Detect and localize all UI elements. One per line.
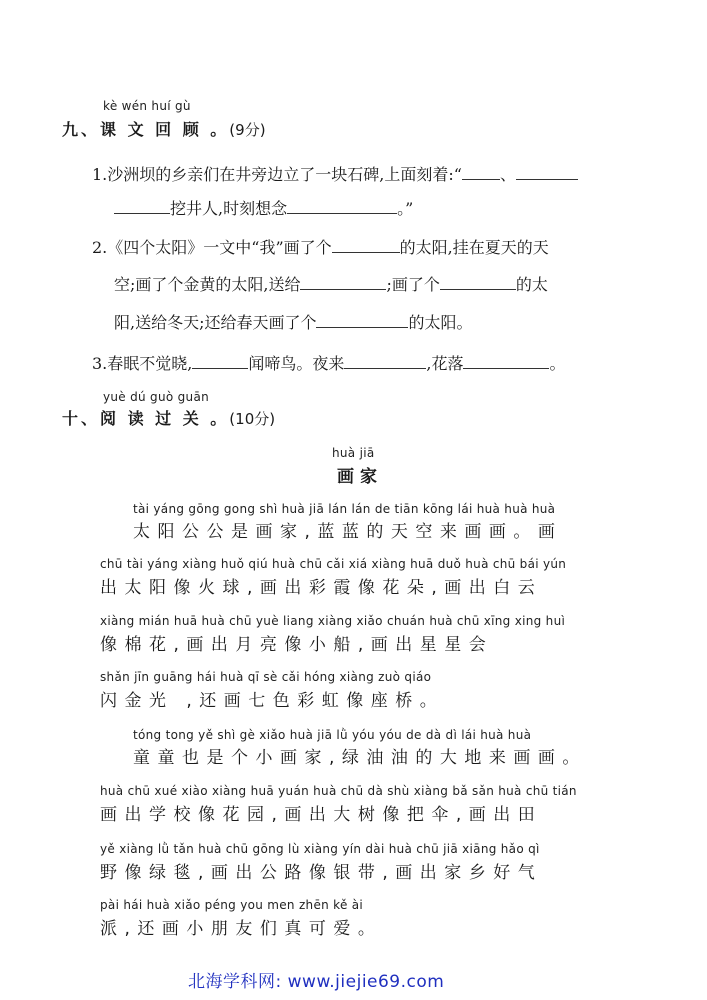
passage-title-pinyin: huà jiā <box>332 446 375 460</box>
footer-website[interactable]: 北海学科网: www.jiejie69.com <box>188 972 445 992</box>
q2-line2 <box>114 272 548 295</box>
q2-blank-4[interactable] <box>316 313 408 328</box>
q1-blank-3[interactable] <box>114 199 170 214</box>
passage-title: 画家 <box>337 467 383 487</box>
q2-blank-3[interactable] <box>440 275 516 290</box>
section10-heading <box>62 406 275 429</box>
passage-line-1: 太阳公公是画家,蓝蓝的天空来画画。画 <box>133 522 563 542</box>
passage-pinyin-2: chū tài yáng xiàng huǒ qiú huà chū cǎi xiá xiàng huā duǒ huà chū bái yún <box>100 557 567 571</box>
section10-score: (10分) <box>229 410 276 428</box>
section9-score: (9分) <box>229 121 266 139</box>
q3-text-1: 3.春眠不觉晓, <box>92 354 193 373</box>
q3-blank-2[interactable] <box>344 354 426 369</box>
passage-pinyin-7: yě xiàng lǜ tǎn huà chū gōng lù xiàng yín dài huà chū jiā xiāng hǎo qì <box>100 842 540 856</box>
passage-line-7: 野像绿毯,画出公路像银带,画出家乡好气 <box>100 863 543 883</box>
passage-pinyin-3: xiàng mián huā huà chū yuè liang xiàng xiǎo chuán huà chū xīng xing huì <box>100 614 566 628</box>
q1-line2 <box>114 196 413 219</box>
q1-blank-4[interactable] <box>287 199 397 214</box>
q2-blank-2[interactable] <box>300 275 386 290</box>
q2-line1 <box>92 235 549 258</box>
section10-heading-text: 十、阅 读 过 关 。 <box>62 409 230 428</box>
q3-blank-3[interactable] <box>463 354 549 369</box>
q2-text-3b: 的太阳。 <box>408 313 473 332</box>
passage-line-3: 像棉花,画出月亮像小船,画出星星会 <box>100 635 494 655</box>
passage-line-2: 出太阳像火球,画出彩霞像花朵,画出白云 <box>100 578 543 598</box>
q3-blank-1[interactable] <box>192 354 248 369</box>
q1-mark: 、 <box>499 165 516 184</box>
q2-blank-1[interactable] <box>332 238 400 253</box>
q2-text-2b: ;画了个 <box>386 275 440 294</box>
q1-text-3: 。” <box>397 199 414 218</box>
passage-line-6: 画出学校像花园,画出大树像把伞,画出田 <box>100 805 543 825</box>
q2-text-3a: 阳,送给冬天;还给春天画了个 <box>114 313 317 332</box>
q2-text-1a: 2.《四个太阳》一文中“我”画了个 <box>92 238 332 257</box>
q3-text-3: ,花落 <box>426 354 464 373</box>
passage-pinyin-1: tài yáng gōng gong shì huà jiā lán lán de tiān kōng lái huà huà huà <box>133 502 556 516</box>
passage-line-5: 童童也是个小画家,绿油油的大地来画画。 <box>133 748 587 768</box>
q2-text-2c: 的太 <box>515 275 548 294</box>
q1-blank-1[interactable] <box>462 165 500 180</box>
section9-heading <box>62 117 266 140</box>
q3-text-4: 。 <box>549 354 566 373</box>
passage-pinyin-6: huà chū xué xiào xiàng huā yuán huà chū dà shù xiàng bǎ sǎn huà chū tián <box>100 784 577 798</box>
q1-text-1: 1.沙洲坝的乡亲们在井旁边立了一块石碑,上面刻着:“ <box>92 165 462 184</box>
q2-line3 <box>114 310 473 333</box>
passage-pinyin-4: shǎn jīn guāng hái huà qī sè cǎi hóng xiàng zuò qiáo <box>100 670 432 684</box>
passage-line-4: 闪金光 ,还画七色彩虹像座桥。 <box>100 691 445 711</box>
section10-pinyin: yuè dú guò guān <box>103 390 210 404</box>
q2-text-1b: 的太阳,挂在夏天的天 <box>399 238 549 257</box>
q3-line <box>92 351 565 374</box>
passage-line-8: 派,还画小朋友们真可爱。 <box>100 919 383 939</box>
q3-text-2: 闻啼鸟。夜来 <box>248 354 345 373</box>
q1-blank-2[interactable] <box>516 165 578 180</box>
q1-text-2: 挖井人,时刻想念 <box>170 199 288 218</box>
q1-line1 <box>92 162 578 185</box>
section9-pinyin: kè wén huí gù <box>103 99 191 113</box>
passage-pinyin-8: pài hái huà xiǎo péng you men zhēn kě ài <box>100 898 364 912</box>
q2-text-2a: 空;画了个金黄的太阳,送给 <box>114 275 301 294</box>
passage-pinyin-5: tóng tong yě shì gè xiǎo huà jiā lǜ yóu yóu de dà dì lái huà huà <box>133 728 532 742</box>
section9-heading-text: 九、课 文 回 顾 。 <box>62 120 230 139</box>
